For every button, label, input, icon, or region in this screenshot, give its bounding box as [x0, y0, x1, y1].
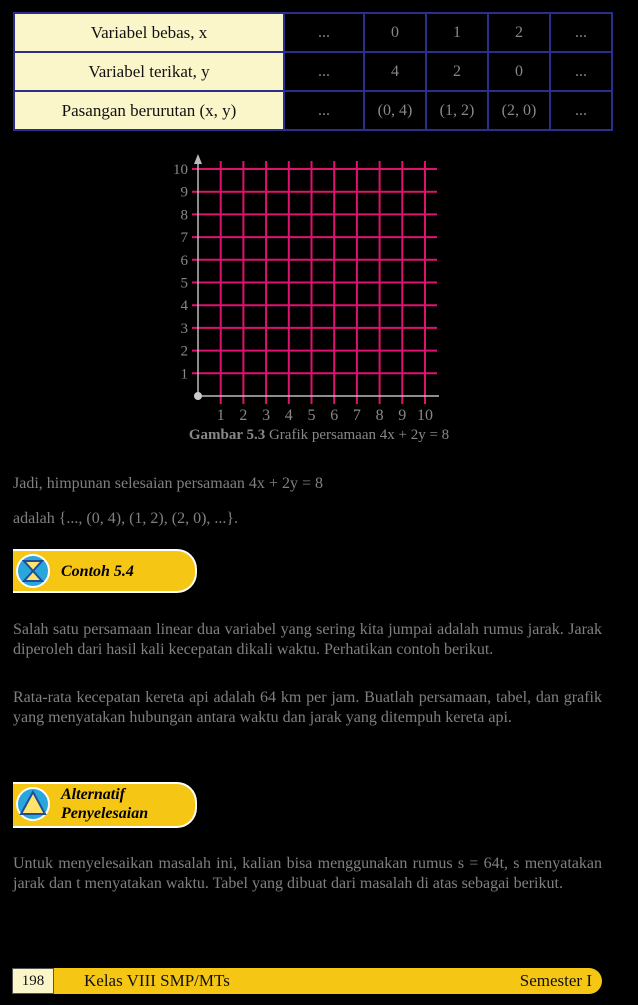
x-tick-label: 4 [284, 407, 293, 424]
table-cell: (0, 4) [364, 91, 426, 130]
y-tick-label: 8 [180, 207, 188, 224]
conclusion-line-2: adalah {..., (0, 4), (1, 2), (2, 0), ...}. [13, 510, 239, 527]
x-tick-label: 10 [417, 407, 433, 424]
row-label: Variabel terikat, y [14, 52, 284, 91]
table-cell: ... [550, 91, 612, 130]
table-row [14, 91, 612, 130]
y-tick-label: 7 [180, 230, 188, 247]
coordinate-grid-chart [160, 152, 450, 424]
y-tick-label: 4 [180, 298, 188, 315]
origin-point [194, 392, 202, 400]
y-tick-label: 1 [180, 366, 188, 383]
y-tick-label: 2 [180, 343, 188, 360]
y-tick-label: 3 [180, 320, 188, 337]
table-cell: ... [284, 13, 364, 52]
footer-semester: Semester I [519, 971, 592, 990]
row-label: Pasangan berurutan (x, y) [14, 91, 284, 130]
x-tick-label: 7 [352, 407, 361, 424]
page-footer [12, 968, 602, 994]
paragraph-3: Untuk menyelesaikan masalah ini, kalian bisa menggunakan rumus s = 64t, s menyatakan jarak dan t menyatakan waktu. Tabel yang dibuat dari masalah di atas sebagai berikut. [13, 855, 602, 892]
conclusion-line-1: Jadi, himpunan selesaian persamaan 4x + 2y = 8 [13, 475, 323, 492]
table-cell: ... [550, 13, 612, 52]
table-cell: ... [284, 91, 364, 130]
table-cell: 0 [364, 13, 426, 52]
solution-title-line-1: Alternatif [61, 786, 126, 803]
y-axis-arrow [194, 154, 202, 164]
table-cell: ... [284, 52, 364, 91]
page-number: 198 [12, 968, 54, 994]
solution-title-line-2: Penyelesaian [61, 805, 149, 822]
example-title: Contoh 5.4 [61, 563, 134, 580]
paragraph-2: Rata-rata kecepatan kereta api adalah 64 km per jam. Buatlah persamaan, tabel, dan grafik yang menyatakan hubungan antara waktu dan jarak yang ditempuh kereta api. [13, 689, 602, 726]
x-tick-label: 6 [330, 407, 339, 424]
solution-banner [13, 782, 197, 828]
table-row [14, 52, 612, 91]
x-tick-label: 3 [262, 407, 271, 424]
example-banner [13, 549, 197, 593]
table-cell: (2, 0) [488, 91, 550, 130]
footer-book-title: Kelas VIII SMP/MTs [84, 971, 230, 990]
y-tick-label: 9 [180, 184, 188, 201]
table-cell: ... [550, 52, 612, 91]
table-row [14, 13, 612, 52]
row-label: Variabel bebas, x [14, 13, 284, 52]
table-cell: 2 [488, 13, 550, 52]
figure-caption-text: Grafik persamaan 4x + 2y = 8 [265, 427, 450, 443]
x-tick-label: 5 [307, 407, 316, 424]
table-cell: 2 [426, 52, 488, 91]
x-tick-label: 1 [216, 407, 225, 424]
table-cell: 1 [426, 13, 488, 52]
value-table [13, 12, 613, 131]
y-tick-label: 6 [180, 252, 188, 269]
x-tick-label: 8 [375, 407, 384, 424]
y-tick-label: 5 [180, 275, 188, 292]
triangle-icon [13, 786, 53, 822]
paragraph-1: Salah satu persamaan linear dua variabel yang sering kita jumpai adalah rumus jarak. Jarak diperoleh dari hasil kali kecepatan dikali waktu. Perhatikan contoh berikut. [13, 621, 602, 658]
figure-caption [0, 427, 638, 444]
table-cell: (1, 2) [426, 91, 488, 130]
table-cell: 0 [488, 52, 550, 91]
hourglass-icon [13, 553, 53, 589]
table-cell: 4 [364, 52, 426, 91]
figure-caption-label: Gambar 5.3 [188, 427, 266, 443]
y-tick-label: 10 [173, 162, 188, 178]
x-tick-label: 2 [239, 407, 248, 424]
x-tick-label: 9 [398, 407, 407, 424]
